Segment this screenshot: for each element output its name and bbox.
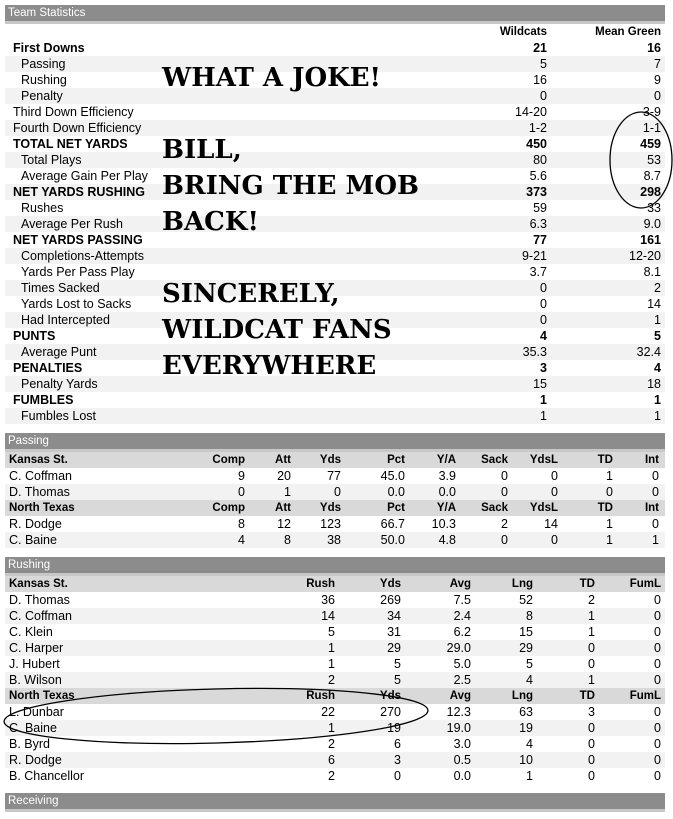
team-stat-row [5, 136, 665, 152]
player-stat: 5 [394, 673, 401, 687]
player-stat: 15 [519, 625, 533, 639]
column-header: Comp [212, 454, 245, 466]
team-stat-row [5, 392, 665, 408]
stat-value-team2: 4 [654, 361, 661, 375]
player-stat: 0 [654, 753, 661, 767]
player-stat: 1 [328, 721, 335, 735]
team-stat-row [5, 152, 665, 168]
player-stat: 0 [606, 485, 613, 499]
player-stat: 4.8 [438, 533, 456, 547]
team-stat-row [5, 248, 665, 264]
stat-value-team2: 0 [654, 89, 661, 103]
passing-table [5, 452, 665, 548]
overlay-line-7: EVERYWHERE [162, 351, 377, 381]
player-stat: 123 [320, 517, 341, 531]
player-stat: 8 [284, 533, 291, 547]
player-stat: 19.0 [446, 721, 471, 735]
player-name: D. Thomas [9, 485, 70, 499]
player-stat: 2 [501, 517, 508, 531]
player-stat: 0 [501, 469, 508, 483]
player-stat: 0 [238, 485, 245, 499]
player-stat: 5 [328, 625, 335, 639]
player-stat: 0 [654, 769, 661, 783]
stat-value-team1: 16 [533, 73, 547, 87]
player-stat: 1 [284, 485, 291, 499]
passing-header: Passing [5, 433, 665, 452]
player-stat: 0 [588, 737, 595, 751]
stat-value-team1: 5 [540, 57, 547, 71]
player-row [5, 484, 665, 500]
team-name: Kansas St. [9, 578, 68, 590]
player-stat: 52 [519, 593, 533, 607]
player-stat: 1 [606, 533, 613, 547]
player-stat: 0.0 [438, 485, 456, 499]
stat-value-team1: 9-21 [521, 249, 547, 263]
player-stat: 0 [654, 593, 661, 607]
player-name: C. Klein [9, 625, 53, 639]
stat-value-team2: 32.4 [636, 345, 661, 359]
overlay-line-6: WILDCAT FANS [162, 315, 392, 345]
column-header: Sack [481, 502, 508, 514]
stat-value-team1: 0 [540, 89, 547, 103]
stat-label: Rushes [21, 201, 64, 215]
column-header: TD [579, 690, 595, 702]
player-stat: 270 [380, 705, 401, 719]
player-stat: 22 [321, 705, 335, 719]
overlay-line-3: BRING THE MOB [162, 171, 419, 201]
team2-name: Mean Green [595, 26, 661, 38]
player-name: C. Baine [9, 721, 57, 735]
player-stat: 1 [328, 657, 335, 671]
player-stat: 0 [501, 533, 508, 547]
stat-value-team1: 1 [540, 393, 547, 407]
player-stat: 6 [328, 753, 335, 767]
player-stat: 0 [652, 517, 659, 531]
player-stat: 6 [394, 737, 401, 751]
stat-value-team2: 14 [647, 297, 661, 311]
player-stat: 2 [328, 769, 335, 783]
stat-label: Average Per Rush [21, 217, 123, 231]
column-header: Yds [319, 502, 341, 514]
column-header: Int [644, 454, 659, 466]
player-stat: 0 [652, 469, 659, 483]
column-header: TD [597, 454, 613, 466]
stat-value-team2: 18 [647, 377, 661, 391]
stat-label: NET YARDS PASSING [13, 233, 143, 247]
stat-value-team2: 1 [654, 409, 661, 423]
column-header: Int [644, 502, 659, 514]
player-stat: 7.5 [453, 593, 471, 607]
stat-value-team2: 3-9 [642, 105, 661, 119]
stat-value-team1: 80 [533, 153, 547, 167]
column-header: FumL [629, 578, 661, 590]
team1-name: Wildcats [499, 26, 547, 38]
player-stat: 3 [588, 705, 595, 719]
player-stat: 0 [551, 469, 558, 483]
player-stat: 1 [526, 769, 533, 783]
player-stat: 0 [394, 769, 401, 783]
player-stat: 1 [588, 609, 595, 623]
stat-value-team2: 161 [640, 233, 661, 247]
player-stat: 0.0 [387, 485, 405, 499]
stat-value-team1: 35.3 [522, 345, 547, 359]
player-stat: 19 [519, 721, 533, 735]
team-stat-row [5, 408, 665, 424]
stat-label: Total Plays [21, 153, 82, 167]
stat-value-team2: 8.7 [643, 169, 661, 183]
player-stat: 38 [327, 533, 341, 547]
stat-value-team2: 9.0 [643, 217, 661, 231]
player-stat: 0 [654, 641, 661, 655]
player-stat: 1 [652, 533, 659, 547]
stat-label: PUNTS [13, 329, 56, 343]
player-name: C. Baine [9, 533, 57, 547]
player-name: C. Harper [9, 641, 64, 655]
stat-value-team2: 53 [647, 153, 661, 167]
player-stat: 5 [526, 657, 533, 671]
stat-value-team2: 7 [654, 57, 661, 71]
player-row [5, 672, 665, 688]
rushing-table [5, 576, 665, 784]
stat-label: FUMBLES [13, 393, 74, 407]
team-column-header [5, 452, 665, 468]
player-stat: 0 [588, 657, 595, 671]
team-stat-row [5, 216, 665, 232]
stat-value-team1: 450 [526, 137, 547, 151]
player-stat: 2.5 [453, 673, 471, 687]
player-row [5, 720, 665, 736]
player-stat: 45.0 [380, 469, 405, 483]
team-statistics-header: Team Statistics [5, 5, 665, 24]
player-stat: 0 [588, 641, 595, 655]
player-stat: 1 [606, 517, 613, 531]
overlay-line-2: BILL, [162, 135, 242, 165]
column-header: Rush [306, 578, 335, 590]
player-row [5, 704, 665, 720]
stat-value-team1: 5.6 [529, 169, 547, 183]
stats-page [5, 5, 665, 812]
player-stat: 4 [526, 673, 533, 687]
player-stat: 3.9 [438, 469, 456, 483]
player-stat: 14 [544, 517, 558, 531]
column-header: FumL [629, 690, 661, 702]
player-stat: 12.3 [446, 705, 471, 719]
player-name: B. Wilson [9, 673, 62, 687]
stat-label: Penalty [21, 89, 63, 103]
player-stat: 0 [551, 485, 558, 499]
player-stat: 0.5 [453, 753, 471, 767]
stat-value-team1: 0 [540, 297, 547, 311]
player-row [5, 608, 665, 624]
stat-label: Rushing [21, 73, 67, 87]
player-stat: 0 [654, 609, 661, 623]
stat-value-team1: 21 [533, 41, 547, 55]
stat-value-team1: 6.3 [529, 217, 547, 231]
stat-value-team2: 2 [654, 281, 661, 295]
stat-label: Fourth Down Efficiency [13, 121, 142, 135]
player-stat: 0 [654, 625, 661, 639]
team-name: Kansas St. [9, 454, 68, 466]
player-name: L. Dunbar [9, 705, 64, 719]
team-stat-row [5, 120, 665, 136]
column-header: Y/A [436, 502, 456, 514]
team-column-header [5, 576, 665, 592]
player-stat: 36 [321, 593, 335, 607]
player-stat: 12 [277, 517, 291, 531]
player-stat: 0 [652, 485, 659, 499]
stat-value-team1: 1 [540, 409, 547, 423]
player-row [5, 468, 665, 484]
stat-label: Penalty Yards [21, 377, 98, 391]
player-name: B. Byrd [9, 737, 50, 751]
player-row [5, 736, 665, 752]
team-columns-header [5, 24, 665, 40]
player-stat: 2 [328, 737, 335, 751]
stat-label: PENALTIES [13, 361, 83, 375]
column-header: Lng [511, 690, 533, 702]
player-stat: 0 [551, 533, 558, 547]
column-header: Att [275, 502, 291, 514]
player-stat: 8 [238, 517, 245, 531]
player-stat: 1 [606, 469, 613, 483]
player-stat: 10 [519, 753, 533, 767]
overlay-line-4: BACK! [162, 207, 259, 237]
stat-label: TOTAL NET YARDS [13, 137, 128, 151]
team-stat-row [5, 40, 665, 56]
player-stat: 0 [654, 657, 661, 671]
player-row [5, 656, 665, 672]
player-stat: 5.0 [453, 657, 471, 671]
player-stat: 1 [588, 673, 595, 687]
player-stat: 0 [654, 673, 661, 687]
player-stat: 29 [519, 641, 533, 655]
stat-value-team2: 9 [654, 73, 661, 87]
player-stat: 29 [387, 641, 401, 655]
stat-value-team2: 298 [640, 185, 661, 199]
player-stat: 0.0 [453, 769, 471, 783]
player-stat: 269 [380, 593, 401, 607]
player-stat: 1 [588, 625, 595, 639]
column-header: Lng [511, 578, 533, 590]
team-column-header [5, 500, 665, 516]
player-name: D. Thomas [9, 593, 70, 607]
player-row [5, 768, 665, 784]
player-stat: 0 [588, 769, 595, 783]
player-row [5, 592, 665, 608]
stat-value-team2: 1 [654, 393, 661, 407]
receiving-header: Receiving [5, 793, 665, 812]
column-header: YdsL [529, 454, 558, 466]
player-stat: 31 [387, 625, 401, 639]
player-stat: 20 [277, 469, 291, 483]
player-name: J. Hubert [9, 657, 60, 671]
player-name: R. Dodge [9, 753, 62, 767]
player-stat: 3.0 [453, 737, 471, 751]
stat-value-team1: 0 [540, 313, 547, 327]
stat-label: Passing [21, 57, 66, 71]
stat-value-team1: 4 [540, 329, 547, 343]
column-header: Y/A [436, 454, 456, 466]
column-header: YdsL [529, 502, 558, 514]
stat-value-team2: 1 [654, 313, 661, 327]
stat-label: Times Sacked [21, 281, 100, 295]
team-stat-row [5, 104, 665, 120]
stat-value-team1: 15 [533, 377, 547, 391]
player-stat: 2 [588, 593, 595, 607]
column-header: Att [275, 454, 291, 466]
player-name: C. Coffman [9, 609, 72, 623]
team-stat-row [5, 232, 665, 248]
column-header: TD [579, 578, 595, 590]
column-header: Yds [379, 578, 401, 590]
player-name: B. Chancellor [9, 769, 85, 783]
stat-label: Had Intercepted [21, 313, 110, 327]
stat-value-team2: 459 [640, 137, 661, 151]
player-row [5, 640, 665, 656]
player-stat: 63 [519, 705, 533, 719]
column-header: Comp [212, 502, 245, 514]
player-row [5, 624, 665, 640]
column-header: Pct [387, 454, 405, 466]
column-header: Rush [306, 690, 335, 702]
column-header: Pct [387, 502, 405, 514]
stat-label: Third Down Efficiency [13, 105, 134, 119]
player-stat: 4 [526, 737, 533, 751]
stat-value-team1: 0 [540, 281, 547, 295]
overlay-line-1: WHAT A JOKE! [162, 63, 381, 93]
player-stat: 4 [238, 533, 245, 547]
stat-label: Yards Lost to Sacks [21, 297, 132, 311]
overlay-line-5: SINCERELY, [162, 279, 340, 309]
team-name: North Texas [9, 502, 75, 514]
stat-value-team1: 1-2 [528, 121, 547, 135]
player-row [5, 516, 665, 532]
player-stat: 34 [387, 609, 401, 623]
player-stat: 9 [238, 469, 245, 483]
player-stat: 0 [588, 753, 595, 767]
stat-value-team1: 3 [540, 361, 547, 375]
player-stat: 0 [334, 485, 341, 499]
player-row [5, 532, 665, 548]
player-row [5, 752, 665, 768]
player-stat: 29.0 [446, 641, 471, 655]
column-header: Yds [319, 454, 341, 466]
stat-label: Average Gain Per Play [21, 169, 148, 183]
player-stat: 0 [654, 721, 661, 735]
stat-value-team1: 14-20 [515, 105, 547, 119]
stat-label: Average Punt [21, 345, 97, 359]
column-header: Sack [481, 454, 508, 466]
team-name: North Texas [9, 690, 75, 702]
column-header: Avg [449, 690, 471, 702]
stat-label: Yards Per Pass Play [21, 265, 135, 279]
player-stat: 3 [394, 753, 401, 767]
player-stat: 50.0 [380, 533, 405, 547]
player-stat: 1 [328, 641, 335, 655]
stat-label: NET YARDS RUSHING [13, 185, 145, 199]
stat-label: Fumbles Lost [21, 409, 97, 423]
player-stat: 0 [654, 737, 661, 751]
player-stat: 77 [327, 469, 341, 483]
stat-value-team2: 16 [647, 41, 661, 55]
stat-value-team2: 8.1 [643, 265, 661, 279]
player-name: R. Dodge [9, 517, 62, 531]
player-stat: 10.3 [431, 517, 456, 531]
stat-value-team1: 59 [533, 201, 547, 215]
player-stat: 6.2 [453, 625, 471, 639]
stat-value-team2: 33 [647, 201, 661, 215]
player-stat: 5 [394, 657, 401, 671]
player-name: C. Coffman [9, 469, 72, 483]
team-column-header [5, 688, 665, 704]
stat-label: Completions-Attempts [21, 249, 144, 263]
player-stat: 66.7 [380, 517, 405, 531]
stat-value-team1: 77 [533, 233, 547, 247]
player-stat: 2 [328, 673, 335, 687]
player-stat: 8 [526, 609, 533, 623]
stat-value-team2: 1-1 [642, 121, 661, 135]
player-stat: 2.4 [453, 609, 471, 623]
stat-label: First Downs [13, 41, 85, 55]
column-header: TD [597, 502, 613, 514]
player-stat: 0 [501, 485, 508, 499]
player-stat: 0 [654, 705, 661, 719]
player-stat: 14 [321, 609, 335, 623]
stat-value-team1: 373 [526, 185, 547, 199]
stat-value-team2: 12-20 [629, 249, 661, 263]
stat-value-team2: 5 [654, 329, 661, 343]
player-stat: 19 [387, 721, 401, 735]
rushing-header: Rushing [5, 557, 665, 576]
player-stat: 0 [588, 721, 595, 735]
column-header: Avg [449, 578, 471, 590]
stat-value-team1: 3.7 [529, 265, 547, 279]
column-header: Yds [379, 690, 401, 702]
